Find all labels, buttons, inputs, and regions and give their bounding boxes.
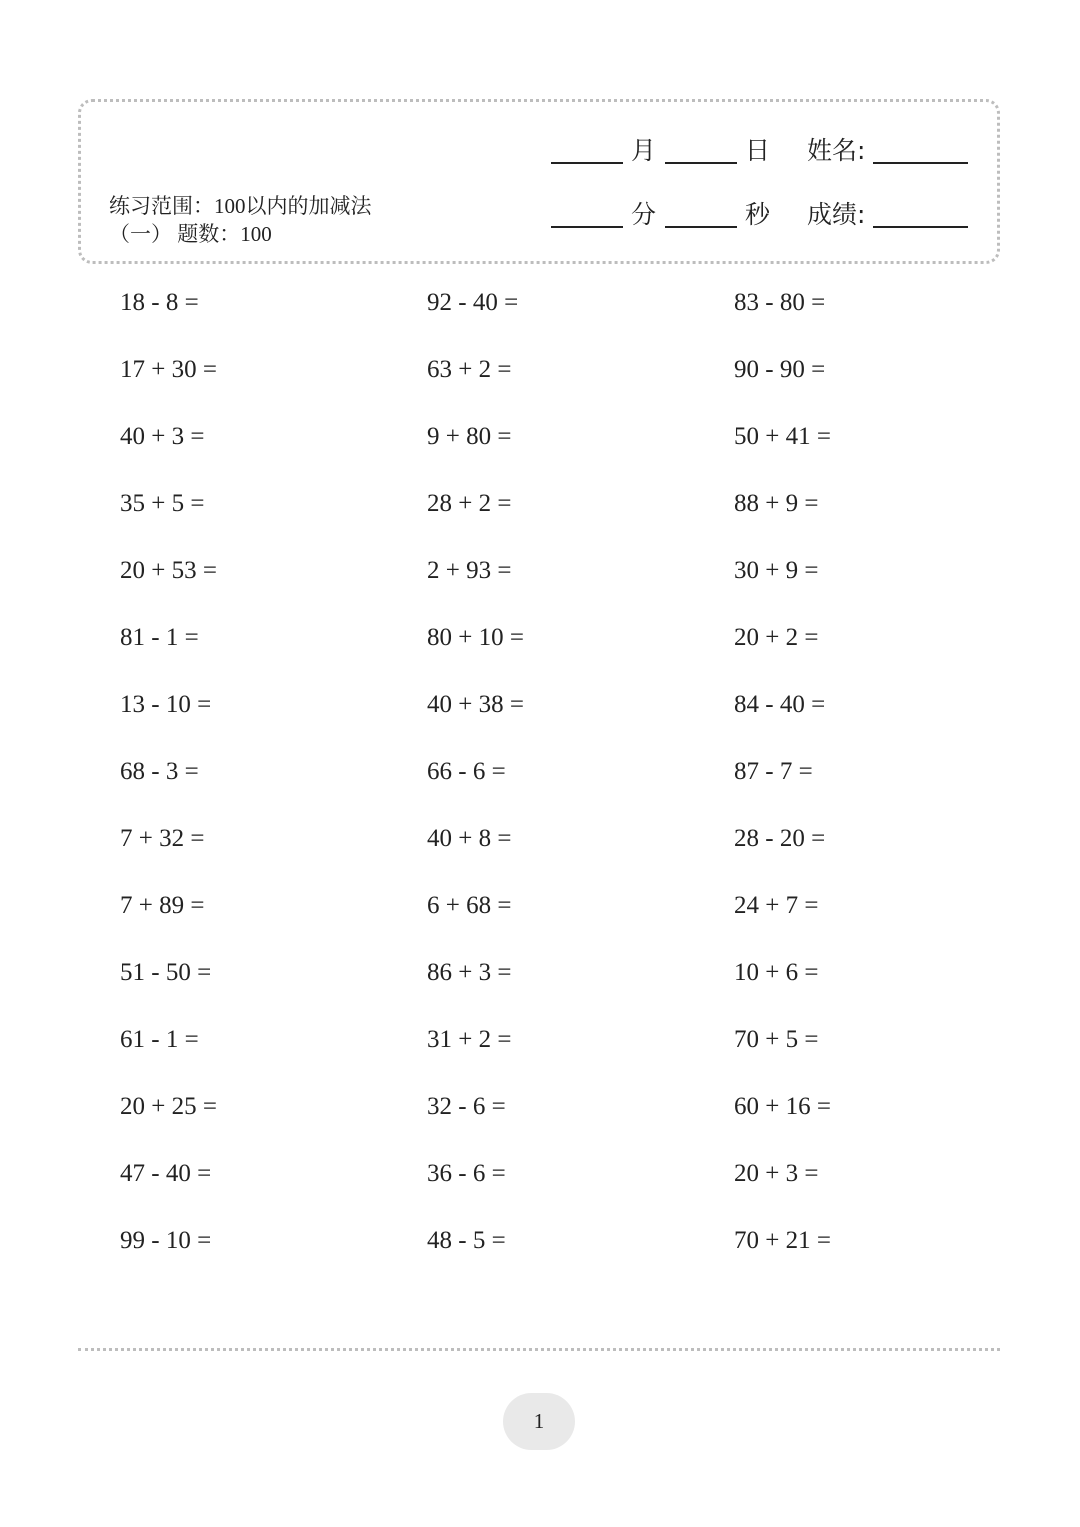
problem: 40 + 3 =	[120, 423, 205, 450]
problem: 66 - 6 =	[427, 758, 506, 785]
day-blank[interactable]	[665, 162, 737, 164]
problem: 51 - 50 =	[120, 959, 212, 986]
problem: 80 + 10 =	[427, 624, 524, 651]
practice-range: 练习范围：100以内的加减法	[109, 194, 372, 218]
problem: 70 + 5 =	[734, 1026, 819, 1053]
problem: 83 - 80 =	[734, 289, 826, 316]
problem-row	[120, 417, 1020, 457]
problem-row	[120, 752, 1020, 792]
minute-label: 分	[631, 200, 657, 229]
time-score-row	[551, 198, 981, 232]
practice-info	[109, 192, 409, 248]
problem: 50 + 41 =	[734, 423, 831, 450]
problem: 7 + 32 =	[120, 825, 205, 852]
score-blank[interactable]	[873, 226, 968, 228]
problem-row	[120, 484, 1020, 524]
problem-row	[120, 618, 1020, 658]
problem: 20 + 2 =	[734, 624, 819, 651]
problem-row	[120, 819, 1020, 859]
worksheet-header	[78, 99, 1000, 264]
problem-row	[120, 1087, 1020, 1127]
problem: 7 + 89 =	[120, 892, 205, 919]
problem: 88 + 9 =	[734, 490, 819, 517]
footer-divider	[78, 1348, 1000, 1351]
problem: 36 - 6 =	[427, 1160, 506, 1187]
problem: 24 + 7 =	[734, 892, 819, 919]
problem: 48 - 5 =	[427, 1227, 506, 1254]
problem: 40 + 38 =	[427, 691, 524, 718]
problem: 60 + 16 =	[734, 1093, 831, 1120]
problem: 68 - 3 =	[120, 758, 199, 785]
score-label: 成绩:	[807, 200, 866, 229]
name-blank[interactable]	[873, 162, 968, 164]
problem: 40 + 8 =	[427, 825, 512, 852]
month-blank[interactable]	[551, 162, 623, 164]
problem: 35 + 5 =	[120, 490, 205, 517]
problem: 28 - 20 =	[734, 825, 826, 852]
student-info-fields	[551, 134, 981, 262]
problem: 2 + 93 =	[427, 557, 512, 584]
minute-blank[interactable]	[551, 226, 623, 228]
problem: 9 + 80 =	[427, 423, 512, 450]
problem-row	[120, 886, 1020, 926]
problem: 20 + 53 =	[120, 557, 217, 584]
problem: 86 + 3 =	[427, 959, 512, 986]
page-number: 1	[503, 1393, 575, 1450]
problem: 20 + 3 =	[734, 1160, 819, 1187]
problem: 30 + 9 =	[734, 557, 819, 584]
problem: 81 - 1 =	[120, 624, 199, 651]
problem: 17 + 30 =	[120, 356, 217, 383]
problem: 47 - 40 =	[120, 1160, 212, 1187]
problem-count: （一） 题数：100	[109, 222, 272, 246]
problem-row	[120, 350, 1020, 390]
problem-row	[120, 283, 1020, 323]
second-label: 秒	[745, 200, 771, 229]
problem-row	[120, 1221, 1020, 1261]
problem: 13 - 10 =	[120, 691, 212, 718]
problem: 18 - 8 =	[120, 289, 199, 316]
problem: 70 + 21 =	[734, 1227, 831, 1254]
date-name-row	[551, 134, 981, 168]
problem: 10 + 6 =	[734, 959, 819, 986]
problem: 63 + 2 =	[427, 356, 512, 383]
name-label: 姓名:	[807, 136, 866, 165]
problem-row	[120, 953, 1020, 993]
second-blank[interactable]	[665, 226, 737, 228]
problem: 6 + 68 =	[427, 892, 512, 919]
problem-row	[120, 551, 1020, 591]
problem-row	[120, 1020, 1020, 1060]
problem-row	[120, 1154, 1020, 1194]
problem: 90 - 90 =	[734, 356, 826, 383]
problem: 61 - 1 =	[120, 1026, 199, 1053]
day-label: 日	[745, 136, 771, 165]
problem: 20 + 25 =	[120, 1093, 217, 1120]
problem-row	[120, 685, 1020, 725]
problem: 87 - 7 =	[734, 758, 813, 785]
problem: 31 + 2 =	[427, 1026, 512, 1053]
problem: 99 - 10 =	[120, 1227, 212, 1254]
month-label: 月	[631, 136, 657, 165]
problem: 32 - 6 =	[427, 1093, 506, 1120]
problem: 28 + 2 =	[427, 490, 512, 517]
problem: 84 - 40 =	[734, 691, 826, 718]
problem: 92 - 40 =	[427, 289, 519, 316]
